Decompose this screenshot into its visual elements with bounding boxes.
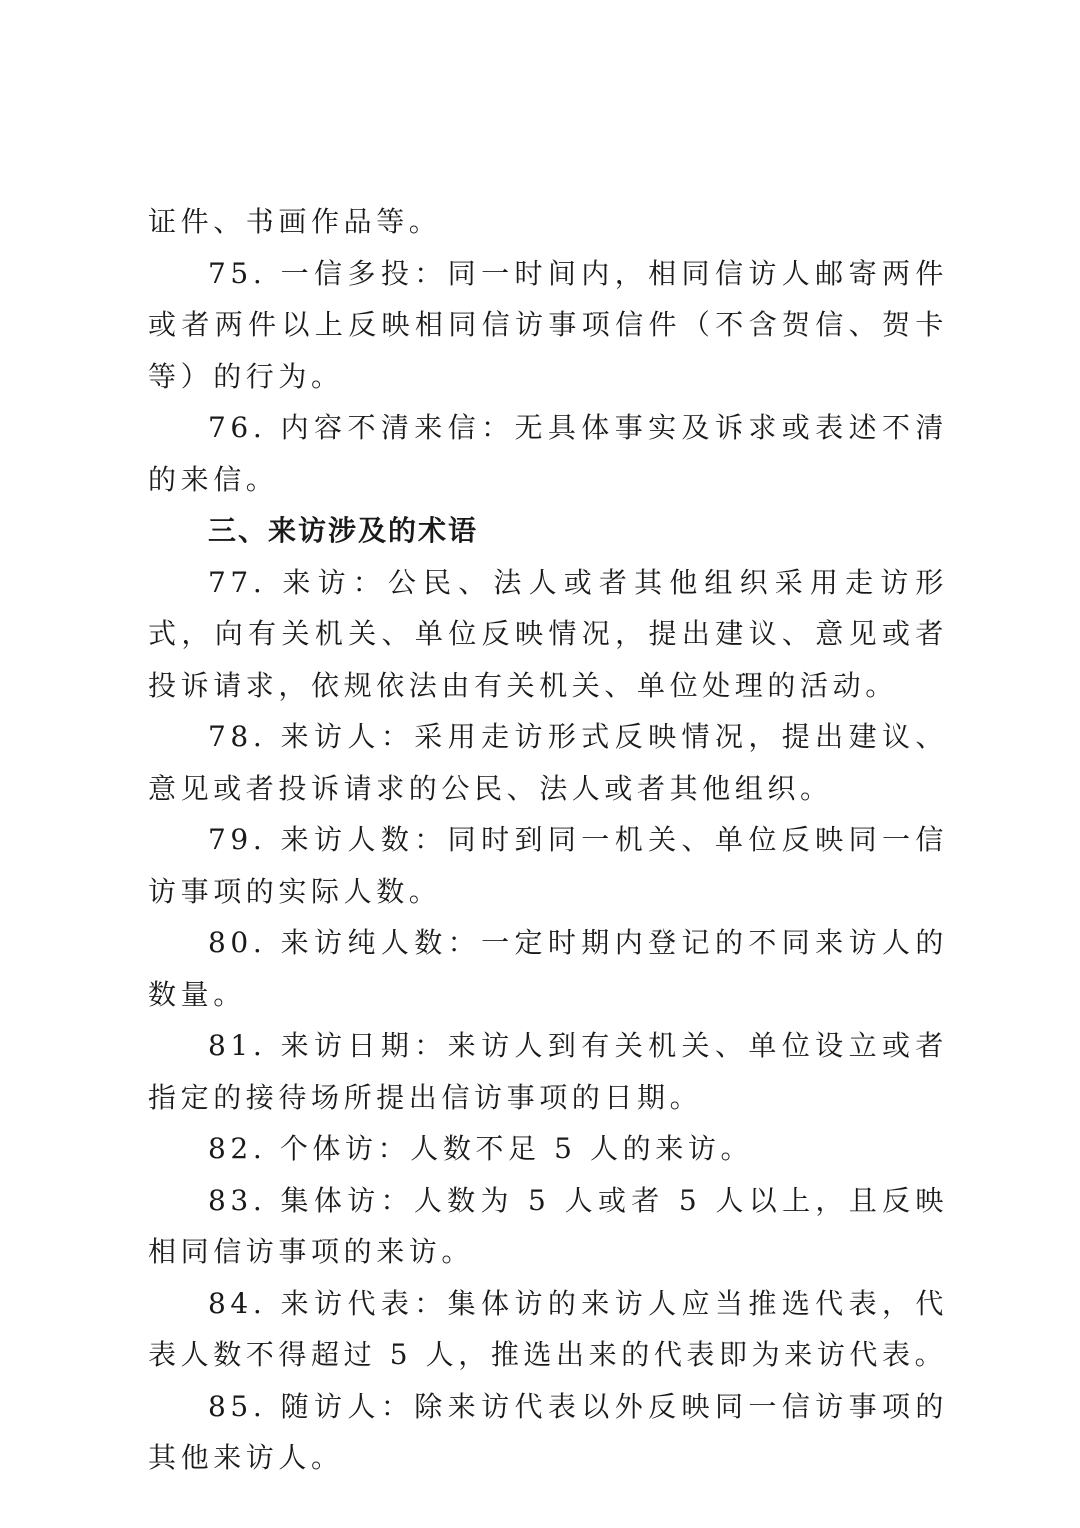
paragraph-continuation: 证件、书画作品等。 — [148, 205, 442, 238]
term-83: 83. 集体访：人数为 5 人或者 5 人以上，且反映相同信访事项的来访。 — [148, 1183, 948, 1268]
term-84: 84. 来访代表：集体访的来访人应当推选代表，代表人数不得超过 5 人，推选出来的代表即为来访代表。 — [148, 1286, 948, 1371]
term-81: 81. 来访日期：来访人到有关机关、单位设立或者指定的接待场所提出信访事项的日期。 — [148, 1029, 948, 1114]
body-text — [148, 196, 948, 1484]
term-85: 85. 随访人：除来访代表以外反映同一信访事项的其他来访人。 — [148, 1389, 948, 1474]
term-78: 78. 来访人：采用走访形式反映情况，提出建议、意见或者投诉请求的公民、法人或者其他组织。 — [148, 720, 948, 805]
term-79: 79. 来访人数：同时到同一机关、单位反映同一信访事项的实际人数。 — [148, 823, 948, 908]
term-82: 82. 个体访：人数不足 5 人的来访。 — [208, 1132, 754, 1165]
term-80: 80. 来访纯人数：一定时期内登记的不同来访人的数量。 — [148, 926, 948, 1011]
term-75: 75. 一信多投：同一时间内，相同信访人邮寄两件或者两件以上反映相同信访事项信件（不含贺信、贺卡等）的行为。 — [148, 256, 948, 393]
section-heading: 三、来访涉及的术语 — [208, 514, 479, 547]
term-77: 77. 来访：公民、法人或者其他组织采用走访形式，向有关机关、单位反映情况，提出建议、意见或者投诉请求，依规依法由有关机关、单位处理的活动。 — [148, 565, 948, 702]
term-76: 76. 内容不清来信：无具体事实及诉求或表述不清的来信。 — [148, 411, 948, 496]
